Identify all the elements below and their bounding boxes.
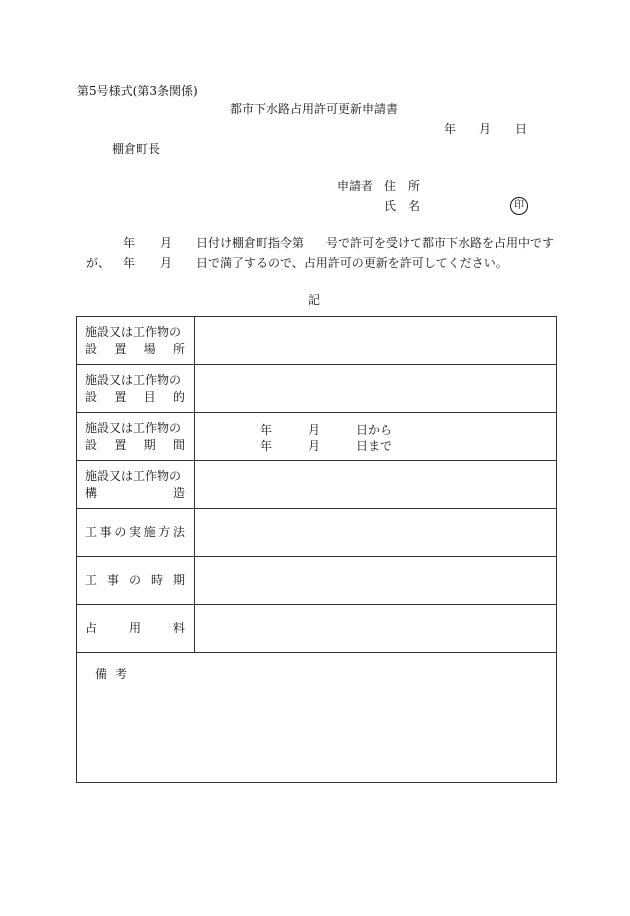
installation-period-field[interactable] bbox=[195, 413, 557, 461]
label-char: 用 bbox=[128, 621, 141, 635]
row-label-occupancy-fee bbox=[77, 605, 195, 653]
name-label: 氏 名 bbox=[384, 199, 421, 213]
body-line1-tail: 号で許可を受けて都市下水路を占用中です bbox=[326, 236, 555, 250]
date-month: 月 bbox=[479, 122, 492, 136]
label-char: 所 bbox=[172, 341, 185, 356]
label-char: 場 bbox=[143, 341, 156, 356]
label-line1: 施設又は工作物の bbox=[85, 468, 182, 483]
label-char: 置 bbox=[114, 341, 127, 356]
remarks-label: 備考 bbox=[95, 667, 136, 681]
installation-purpose-field[interactable] bbox=[195, 365, 557, 413]
label-char: 期 bbox=[143, 437, 156, 452]
row-label-installation-purpose bbox=[77, 365, 195, 413]
label-line1: 施設又は工作物の bbox=[85, 324, 182, 339]
body-line1-month: 月 bbox=[160, 236, 173, 250]
label-char: 期 bbox=[172, 573, 185, 587]
body-line2-head: が、 bbox=[86, 256, 111, 270]
period-to-year: 年 bbox=[260, 439, 273, 453]
label-char: 設 bbox=[85, 341, 98, 356]
applicant-label: 申請者 bbox=[337, 179, 374, 193]
row-label-installation-period bbox=[77, 413, 195, 461]
addressee: 棚倉町長 bbox=[112, 142, 161, 156]
ki-heading: 記 bbox=[308, 293, 321, 307]
remarks-field[interactable] bbox=[77, 653, 557, 783]
period-from-day: 日から bbox=[356, 423, 393, 437]
row-label-structure bbox=[77, 461, 195, 509]
label-char: の bbox=[114, 525, 127, 539]
label-line2 bbox=[85, 437, 185, 454]
construction-method-field[interactable] bbox=[195, 509, 557, 557]
label-char: 的 bbox=[172, 389, 185, 404]
label-line2 bbox=[85, 389, 185, 406]
table-row bbox=[77, 557, 557, 605]
label-char: 料 bbox=[172, 621, 185, 635]
label-char: 置 bbox=[114, 437, 127, 452]
row-label-construction-method bbox=[77, 509, 195, 557]
body-line2-month: 月 bbox=[160, 256, 173, 270]
row-label-construction-period bbox=[77, 557, 195, 605]
form-title: 都市下水路占用許可更新申請書 bbox=[230, 102, 399, 116]
form-number: 第5号様式(第3条関係) bbox=[77, 84, 198, 98]
label-line1: 施設又は工作物の bbox=[85, 420, 182, 435]
period-from-month: 月 bbox=[308, 423, 321, 437]
occupancy-fee-field[interactable] bbox=[195, 605, 557, 653]
label-single bbox=[85, 620, 185, 637]
label-char: の bbox=[128, 573, 141, 587]
table-row bbox=[77, 365, 557, 413]
period-from-year: 年 bbox=[260, 423, 273, 437]
seal-mark: 印 bbox=[510, 197, 528, 215]
structure-field[interactable] bbox=[195, 461, 557, 509]
table-row bbox=[77, 461, 557, 509]
label-char: 施 bbox=[143, 525, 156, 539]
label-char: 設 bbox=[85, 389, 98, 404]
label-char: 造 bbox=[172, 485, 185, 500]
table-row bbox=[77, 509, 557, 557]
body-line2-year: 年 bbox=[123, 256, 136, 270]
label-char: 時 bbox=[150, 573, 163, 587]
label-line2 bbox=[85, 341, 185, 358]
row-label-installation-place bbox=[77, 317, 195, 365]
label-char: 目 bbox=[143, 389, 156, 404]
installation-place-field[interactable] bbox=[195, 317, 557, 365]
label-char: 構 bbox=[85, 485, 98, 500]
construction-period-field[interactable] bbox=[195, 557, 557, 605]
table-row bbox=[77, 605, 557, 653]
form-table bbox=[76, 316, 557, 783]
table-row bbox=[77, 653, 557, 783]
label-char: 事 bbox=[106, 573, 119, 587]
label-line2 bbox=[85, 485, 185, 502]
label-char: 法 bbox=[172, 525, 185, 539]
period-to-month: 月 bbox=[308, 439, 321, 453]
label-line1: 施設又は工作物の bbox=[85, 372, 182, 387]
period-to-day: 日まで bbox=[356, 439, 393, 453]
body-line1-text: 日付け棚倉町指令第 bbox=[196, 236, 305, 250]
label-char: 設 bbox=[85, 437, 98, 452]
date-year: 年 bbox=[444, 122, 457, 136]
label-char: 工 bbox=[85, 525, 98, 539]
label-single bbox=[85, 524, 185, 541]
table-row bbox=[77, 317, 557, 365]
label-char: 間 bbox=[172, 437, 185, 452]
label-char: 工 bbox=[85, 573, 98, 587]
label-char: 占 bbox=[85, 621, 98, 635]
body-line2-text: 日で満了するので、占用許可の更新を許可してください。 bbox=[196, 256, 508, 270]
label-char: 置 bbox=[114, 389, 127, 404]
label-char: 事 bbox=[99, 525, 112, 539]
address-label: 住 所 bbox=[384, 179, 421, 193]
date-day: 日 bbox=[515, 122, 528, 136]
table-row bbox=[77, 413, 557, 461]
label-single bbox=[85, 572, 185, 589]
label-char: 実 bbox=[128, 525, 141, 539]
label-char: 方 bbox=[158, 525, 171, 539]
body-line1-year: 年 bbox=[123, 236, 136, 250]
